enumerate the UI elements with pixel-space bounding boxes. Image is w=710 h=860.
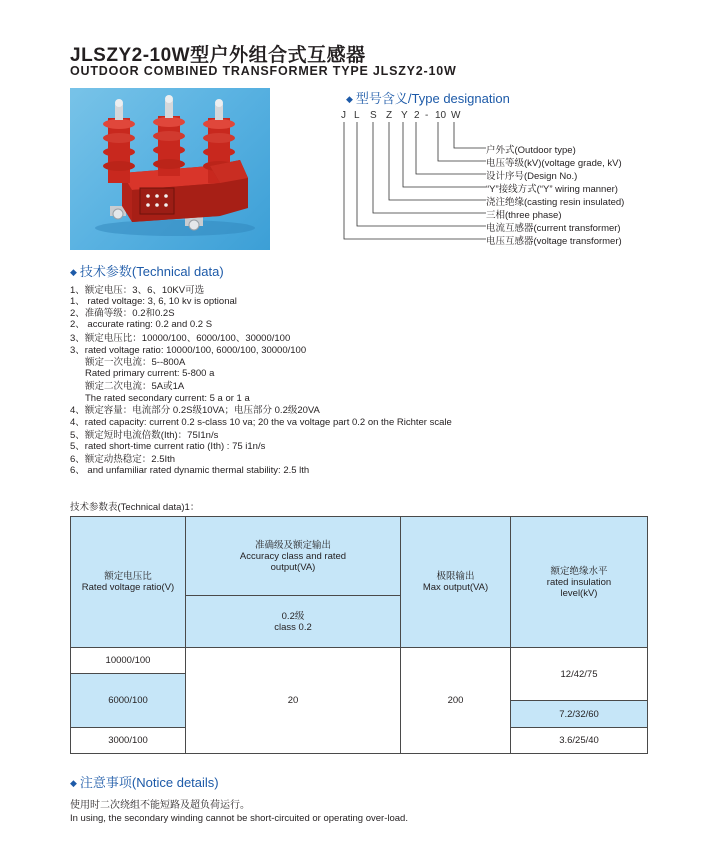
notice-text-cn: 使用时二次绕组不能短路及超负荷运行。 xyxy=(70,800,250,811)
code-letter: S xyxy=(370,110,377,121)
table-cell-ratio: 6000/100 xyxy=(70,673,186,728)
tech-line: 1、额定电压：3、6、10KV可选 xyxy=(70,285,205,296)
header-insulation xyxy=(510,516,648,648)
header-insulation-en: level(kV) xyxy=(560,587,598,599)
designation-connector-lines xyxy=(340,120,490,245)
header-accuracy-en: Accuracy class and rated xyxy=(239,550,347,562)
table-cell-insulation: 12/42/75 xyxy=(510,647,648,701)
technical-heading: ◆ 技术参数(Technical data) xyxy=(70,264,224,279)
header-ratio-cn: 额定电压比 xyxy=(104,571,152,582)
tech-line: 3、额定电压比：10000/100、6000/100、30000/100 xyxy=(70,333,291,344)
table-caption: 技术参数表(Technical data)1： xyxy=(70,502,200,513)
tech-line: 2、 accurate rating: 0.2 and 0.2 S xyxy=(70,319,213,330)
tech-line: 1、 rated voltage: 3, 6, 10 kv is optional xyxy=(70,296,237,307)
table-cell-ratio: 10000/100 xyxy=(70,647,186,674)
tech-line: 4、rated capacity: current 0.2 s-class 10 va; 20 the va voltage part 0.2 on the Richter scale xyxy=(70,417,452,428)
diamond-bullet-icon: ◆ xyxy=(70,267,77,277)
designation-label: 三相(three phase) xyxy=(486,210,562,221)
tech-line: 5、额定短时电流倍数(Ith)：75I1n/s xyxy=(70,430,219,441)
designation-label: “Y”接线方式(“Y” wiring manner) xyxy=(486,184,618,195)
tech-line: 2、准确等级：0.2和0.2S xyxy=(70,308,175,319)
table-cell-max-output: 200 xyxy=(400,647,511,754)
header-accuracy-cn: 准确级及额定输出 xyxy=(254,539,331,551)
designation-label: 设计序号(Design No.) xyxy=(486,171,578,182)
code-letter: L xyxy=(354,110,360,121)
diamond-bullet-icon: ◆ xyxy=(70,778,77,788)
header-insulation-en: rated insulation xyxy=(546,576,612,588)
table-cell-insulation: 3.6/25/40 xyxy=(510,727,648,754)
designation-label: 电流互感器(current transformer) xyxy=(486,223,621,234)
table-cell-output: 20 xyxy=(185,647,401,754)
page-title: JLSZY2-10W型户外组合式互感器 xyxy=(70,45,366,66)
code-letter: 2 xyxy=(414,110,420,121)
header-class-cn: 0.2级 xyxy=(281,610,305,622)
tech-line: 额定一次电流：5--800A xyxy=(85,357,186,368)
header-accuracy xyxy=(185,516,401,596)
designation-label: 电压等级(kV)(voltage grade, kV) xyxy=(486,158,622,169)
code-letter: - xyxy=(425,110,429,121)
designation-heading: ◆ 型号含义/Type designation xyxy=(346,91,510,106)
tech-line: 4、额定容量：电流部分 0.2S级10VA；电压部分 0.2级20VA xyxy=(70,405,320,416)
header-class xyxy=(185,595,401,648)
tech-line: 3、rated voltage ratio: 10000/100, 6000/100, 30000/100 xyxy=(70,345,307,356)
header-max-cn: 极限输出 xyxy=(436,571,475,582)
code-letter: Y xyxy=(401,110,408,121)
tech-line: The rated secondary current: 5 a or 1 a xyxy=(85,393,250,404)
header-ratio-en: Rated voltage ratio(V) xyxy=(81,582,175,593)
tech-line: Rated primary current: 5-800 a xyxy=(85,368,215,379)
header-ratio xyxy=(70,516,186,648)
transformer-illustration xyxy=(70,88,270,250)
designation-label: 户外式(Outdoor type) xyxy=(486,145,576,156)
notice-text-en: In using, the secondary winding cannot be short-circuited or operating over-load. xyxy=(70,813,408,824)
table-cell-ratio: 3000/100 xyxy=(70,727,186,754)
header-accuracy-en: output(VA) xyxy=(270,561,316,573)
code-letter: 10 xyxy=(435,110,447,121)
code-letter: J xyxy=(341,110,346,121)
tech-line: 额定二次电流：5A或1A xyxy=(85,381,185,392)
notice-heading: ◆ 注意事项(Notice details) xyxy=(70,775,219,790)
designation-label: 浇注绝缘(casting resin insulated) xyxy=(486,197,625,208)
page-subtitle: OUTDOOR COMBINED TRANSFORMER TYPE JLSZY2-10W xyxy=(70,64,457,78)
product-photo xyxy=(70,88,270,250)
designation-label: 电压互感器(voltage transformer) xyxy=(486,236,622,247)
table-cell-insulation: 7.2/32/60 xyxy=(510,700,648,728)
header-max-en: Max output(VA) xyxy=(422,582,489,593)
header-max-output xyxy=(400,516,511,648)
tech-line: 6、额定动热稳定：2.5Ith xyxy=(70,454,176,465)
diamond-bullet-icon: ◆ xyxy=(346,94,353,104)
code-letter: Z xyxy=(386,110,393,121)
code-letter: W xyxy=(451,110,461,121)
header-class-en: class 0.2 xyxy=(274,621,312,633)
tech-line: 5、rated short-time current ratio (Ith) : 75 i1n/s xyxy=(70,441,266,452)
header-insulation-cn: 额定绝缘水平 xyxy=(550,565,608,577)
tech-line: 6、 and unfamiliar rated dynamic thermal stability: 2.5 lth xyxy=(70,465,310,476)
